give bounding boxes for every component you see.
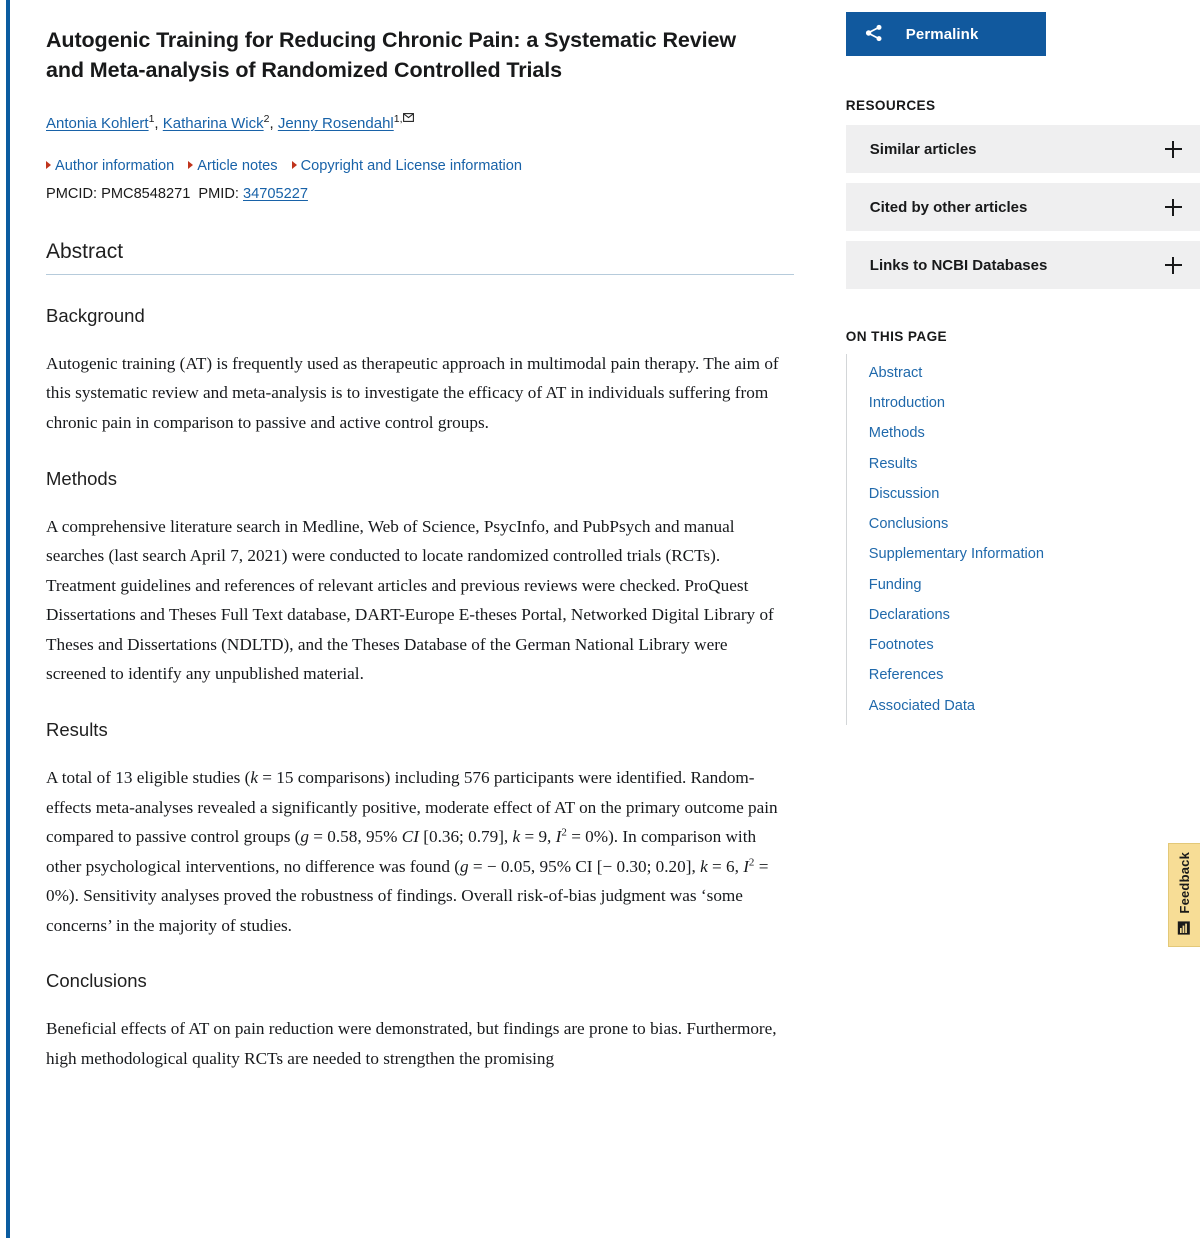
pmcid-value: PMC8548271	[101, 185, 191, 202]
resource-label: Cited by other articles	[869, 198, 1028, 216]
pmid-link[interactable]: 34705227	[243, 185, 308, 202]
nav-link-associated-data[interactable]: Associated Data	[868, 697, 976, 714]
article-notes-link[interactable]: Article notes	[188, 158, 277, 174]
conclusions-paragraph: Beneficial effects of AT on pain reduction were demonstrated, but findings are prone to bias. Furthermore, high methodological quality RCTs are needed to strengthen the promising	[46, 1019, 777, 1069]
list-item	[847, 630, 1200, 660]
resource-row-ncbi-links[interactable]	[846, 241, 1200, 289]
feedback-label: Feedback	[1177, 852, 1192, 914]
list-item	[847, 388, 1200, 418]
author-affiliation-2: 2	[263, 113, 270, 126]
resource-row-cited-by[interactable]	[846, 183, 1200, 231]
meta-links	[46, 158, 794, 174]
nav-link-declarations[interactable]: Declarations	[868, 606, 950, 623]
share-icon	[864, 23, 884, 46]
article-identifiers	[46, 186, 794, 202]
author-link-2[interactable]: Katharina Wick	[162, 115, 264, 133]
list-item	[847, 418, 1200, 448]
nav-link-introduction[interactable]: Introduction	[868, 395, 946, 412]
plus-icon[interactable]	[1165, 199, 1182, 216]
page-title: Autogenic Training for Reducing Chronic Pain: a Systematic Review and Meta-analysis of Randomized Controlled Trials	[46, 28, 736, 82]
abstract-heading: Abstract	[46, 240, 794, 275]
nav-link-conclusions[interactable]: Conclusions	[868, 516, 949, 533]
list-item	[847, 358, 1200, 388]
permalink-label: Permalink	[905, 25, 979, 43]
nav-link-funding[interactable]: Funding	[868, 576, 922, 593]
pmcid-label: PMCID:	[46, 185, 98, 202]
list-item	[847, 509, 1200, 539]
triangle-right-icon	[46, 161, 51, 169]
triangle-right-icon	[188, 161, 193, 169]
plus-icon[interactable]	[1165, 257, 1182, 274]
list-item	[847, 600, 1200, 630]
author-affiliation-3: 1,	[393, 113, 403, 126]
feedback-tab[interactable]	[1168, 843, 1200, 947]
nav-link-references[interactable]: References	[868, 667, 944, 684]
nav-link-discussion[interactable]: Discussion	[868, 485, 940, 502]
nav-link-footnotes[interactable]: Footnotes	[868, 637, 934, 654]
resource-label: Links to NCBI Databases	[869, 256, 1048, 274]
results-paragraph: A total of 13 eligible studies (k = 15 comparisons) including 576 participants were identified. Random-effects meta-analyses revealed a significantly positive, moderate effect of AT on the primary outcome pain compared to passive control groups (g = 0.58, 95% CI [0.36; 0.79], k = 9, $I^2 = 0\%$). In comparison with other psychological interventions, no difference was found (g = − 0.05, 95% CI [− 0.30; 0.20], k = 6, $I^2 = 0\%$). Sensitivity analyses proved the robustness of findings. Overall risk-of-bias judgment was ‘some concerns’ in the majority of studies.	[46, 768, 778, 935]
list-item	[847, 660, 1200, 690]
resource-row-similar-articles[interactable]	[846, 125, 1200, 173]
list-item	[847, 691, 1200, 721]
plus-icon[interactable]	[1165, 141, 1182, 158]
permalink-button[interactable]	[846, 12, 1046, 56]
nav-link-results[interactable]: Results	[868, 455, 918, 472]
sidebar	[846, 0, 1200, 725]
nav-link-abstract[interactable]: Abstract	[868, 365, 923, 381]
author-affiliation-1: 1	[148, 113, 155, 126]
list-item	[847, 449, 1200, 479]
author-information-link[interactable]: Author information	[46, 158, 174, 174]
background-paragraph: Autogenic training (AT) is frequently used as therapeutic approach in multimodal pain therapy. The aim of this systematic review and meta-analysis is to investigate the efficacy of AT in individuals suffering from chronic pain in comparison to passive and active control groups.	[46, 353, 779, 432]
conclusions-heading: Conclusions	[46, 970, 147, 992]
author-link-3[interactable]: Jenny Rosendahl	[277, 115, 394, 133]
author-link-1[interactable]: Antonia Kohlert	[46, 115, 149, 133]
author-list: Antonia Kohlert$^1$, Katharina Wick$^2$, Jenny Rosendahl$^{1,}$	[46, 107, 794, 136]
on-this-page-nav	[846, 354, 1200, 725]
on-this-page-heading: ON THIS PAGE	[845, 329, 948, 344]
resource-label: Similar articles	[869, 140, 977, 158]
nav-link-methods[interactable]: Methods	[868, 425, 925, 442]
envelope-icon[interactable]	[403, 107, 414, 130]
pmid-label: PMID:	[198, 185, 239, 202]
nav-link-supplementary-information[interactable]: Supplementary Information	[868, 546, 1044, 563]
list-item	[847, 539, 1200, 569]
article-main-column	[46, 0, 794, 1074]
results-heading: Results	[46, 719, 108, 741]
triangle-right-icon	[292, 161, 297, 169]
background-heading: Background	[46, 304, 145, 326]
list-item	[847, 479, 1200, 509]
methods-paragraph: A comprehensive literature search in Medline, Web of Science, PsycInfo, and PubPsych and manual searches (last search April 7, 2021) were conducted to locate randomized controlled trials (RCTs). Treatment guidelines and references of relevant articles and previous reviews were checked. ProQuest Dissertations and Theses Full Text database, DART-Europe E-theses Portal, Networked Digital Library of Theses and Dissertations (NDLTD), and the Theses Database of the German National Library were screened to identify any unpublished material.	[46, 516, 774, 684]
methods-heading: Methods	[46, 467, 117, 489]
copyright-license-link[interactable]: Copyright and License information	[292, 158, 522, 174]
resources-heading: RESOURCES	[845, 98, 936, 113]
bar-chart-icon	[1177, 920, 1193, 941]
list-item	[847, 570, 1200, 600]
